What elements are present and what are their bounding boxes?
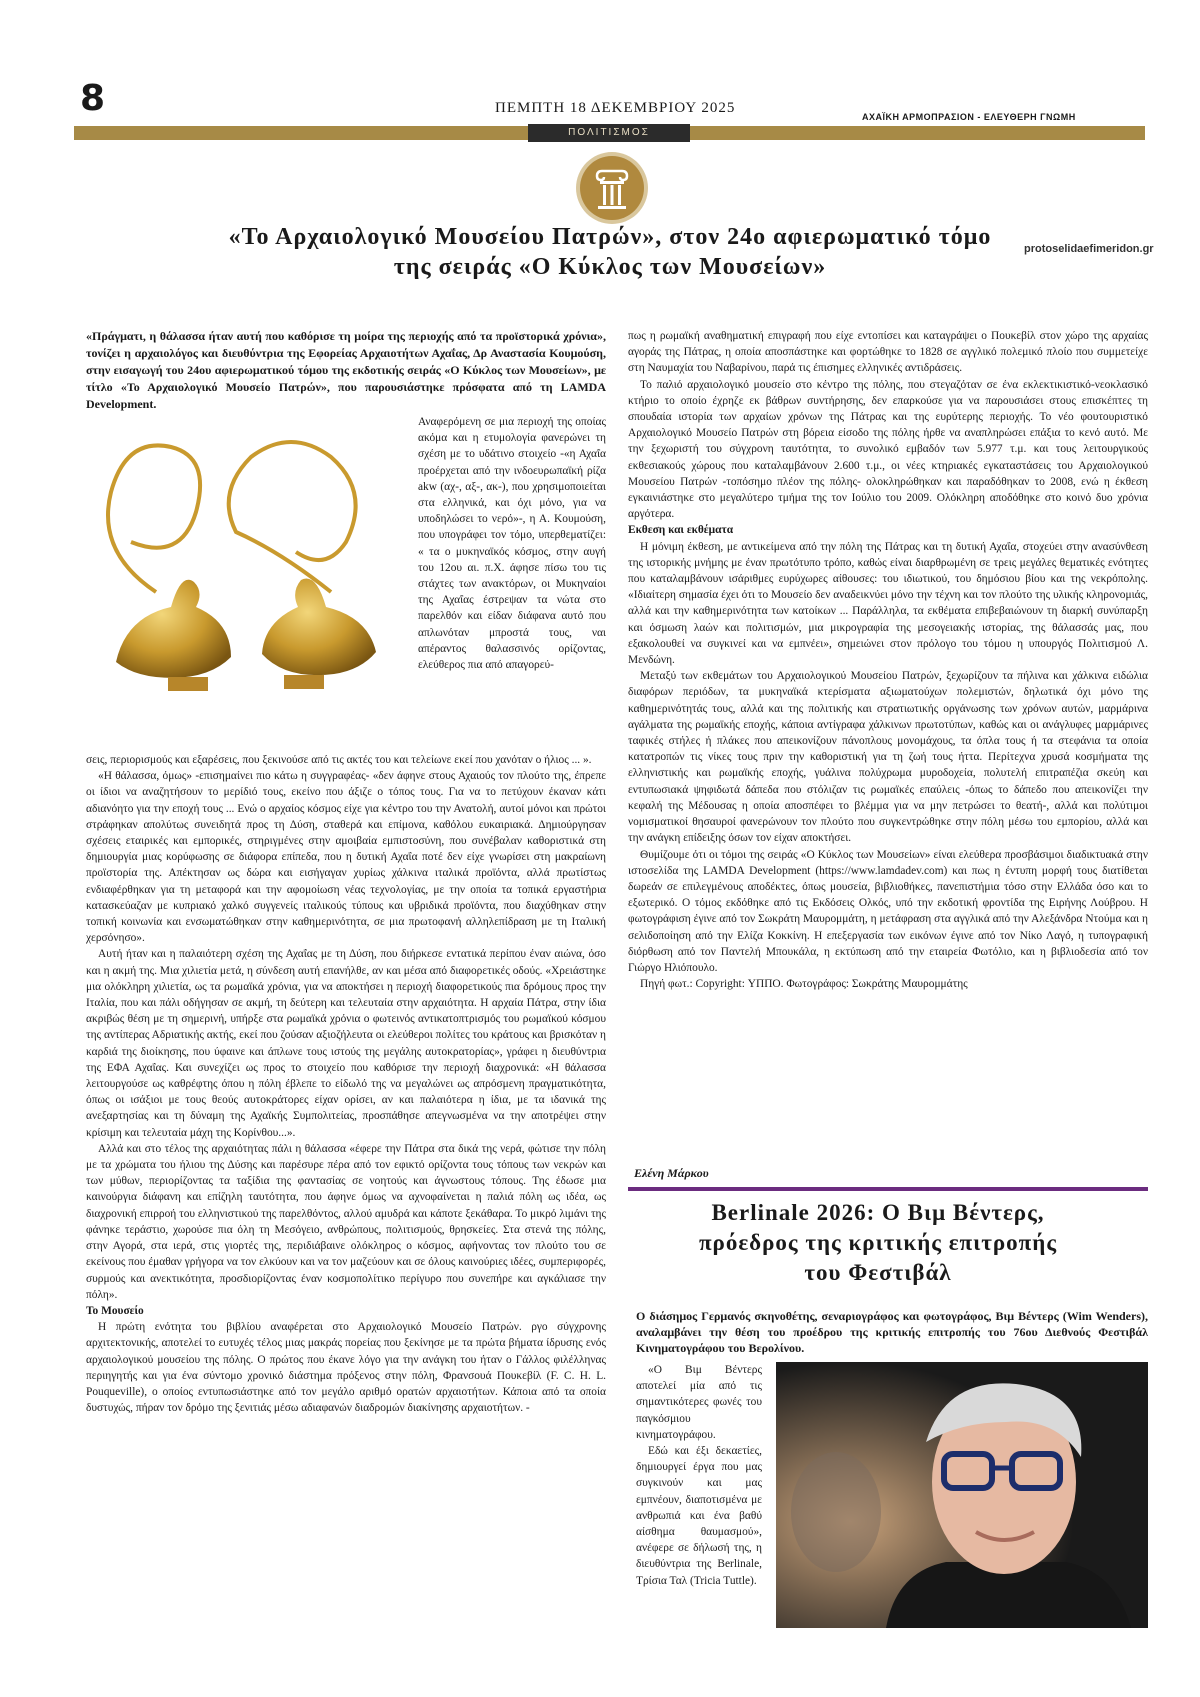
article-right-column <box>628 328 1148 992</box>
article-headline <box>150 222 1070 282</box>
gold-earrings-photo <box>86 432 406 722</box>
article-paragraph: Μεταξύ των εκθεμάτων του Αρχαιολογικού Μουσείου Πατρών, ξεχωρίζουν τα πήλινα και χάλκινα ειδώλια διαφόρων περιόδων, τα μυκηναϊκά κτερίσματα αξιωματούχων πολεμιστών, δηλωτικά όχι μόνο της καθημερινότητάς τους, αλλά και της πολιτικής και στρατιωτικής οργάνωσης των χρόνων αυτών, μαρμάρινα αγάλματα της ρωμαϊκής εποχής, κάποια αντίγραφα χάλκινων πρωτοτύπων, καθώς και οι ανάγλυφες μαρμάρινες ταφικές στήλες ή πλάκες που απεικονίζουν πάνοπλους μονομάχους, τα όπλα τους ή τα στεφάνια τα οποία κατατροπών τις νίκες τους πριν την καθοριστική για τη ζωή τους ήττα. Περίτεχνα χρυσά κοσμήματα της ελληνιστικής και ρωμαϊκής εποχής, γυάλινα πολύχρωμα μυροδοχεία, πολυτελή επιτραπέζια σκεύη και εντυπωσιακά ψηφιδωτά δάπεδα που στόλιζαν τις ρωμαϊκές επαύλεις -όπως το δάπεδο που απεικονίζει την κεφαλή της Μέδουσας η οποία αποσπέφει το βλέμμα για να μην πετρώσει το θεατή-, αλλά και πολύτιμοι νομισματικοί θησαυροί φανερώνουν τον πλούτο που συγκεντρώθηκε στην πόλη μέσω του εμπορίου, αλλά και την ανάγκη επίδειξης όσων τον είχαν αποκτήσει. <box>628 670 1148 845</box>
article-author: Ελένη Μάρκου <box>634 1166 709 1180</box>
article-lead: «Πράγματι, η θάλασσα ήταν αυτή που καθόρισε τη μοίρα της περιοχής από τα προϊστορικά χρόνια», τονίζει η αρχαιολόγος και διευθύντρια της Εφορείας Αρχαιοτήτων Αχαΐας, Δρ Αναστασία Κουμούση, στην εισαγωγή του 24ου αφιερωματικού τόμου της εκδοτικής σειράς «Ο Κύκλος των Μουσείων», με τίτλο «Το Αρχαιολογικό Μουσείο Πατρών», που παρουσιάστηκε πρόσφατα από τη LAMDA Development. <box>86 329 606 411</box>
date-line: ΠΕΜΠΤΗ 18 ΔΕΚΕΜΒΡΙΟΥ 2025 <box>495 100 736 116</box>
berlinale-headline <box>628 1198 1128 1288</box>
article-paragraph: «Η θάλασσα, όμως» -επισημαίνει πιο κάτω η συγγραφέας- «δεν άφηνε στους Αχαιούς τον πλούτο της, έπρεπε οι ίδιοι να αναζητήσουν το μερίδιό τους, εκείνο που άξιζε ο τόπος τους. Για να το πετύχουν έκαναν κάτι αδιανόητο για την εποχή τους ... Ενώ ο αρχαίος κόσμος είχε για κέντρο του την Ανατολή, αυτοί μόνοι και πρώτοι στράφηκαν απολύτως συνειδητά προς τη Δύση, σταθερά και επίμονα, καθόλου ευκαιριακά. Δημιούργησαν σχέσεις εταιρικές και εμπορικές, στηριγμένες στην αμοιβαία εμπιστοσύνη, που συνέβαλαν καθοριστικά στη δημιουργία μιας κορύφωσης σε διάφορα επίπεδα, που η δυτική Αχαΐα ποτέ δεν είχε γνωρίσει στη μακραίωνη προϊστορία της. Απέκτησαν ως δώρα και εισήγαγαν χυρίως χάλκινα ιταλικά προϊόντα, αλλά πρωτίστως ενδιαφέρθηκαν για τη μεταφορά και την αφομοίωση νέας τεχνολογίας, με την οποία τα τοπικά εργαστήρια κατασκεύαζαν με κυπριακό χαλκό συγγενείς ιταλικούς τύπους και υβριδικά προϊόντα, που διαχύθηκαν στην τοπική κοινωνία και ενσωματώθηκαν στην καθημερινότητα, σε μια πρωτοφανή αλληλεπίδραση με τη Ιταλική χερσόνησο». <box>86 770 606 945</box>
berlinale-paragraph: «Ο Βιμ Βέντερς αποτελεί μία από τις σημαντικότερες φωνές του παγκόσμιου κινηματογράφου. <box>636 1364 762 1441</box>
article-paragraph: Το παλιό αρχαιολογικό μουσείο στο κέντρο της πόλης, που στεγαζόταν σε ένα εκλεκτικιστικό-νεοκλασικό κτήριο το οποίο έχρηζε εκ βάθρων συντήρησης, δεν επαρκούσε για να παρουσιάσει στους επισκέπτες τη σπουδαία ιστορία των αρχαίων χρόνων της Πάτρας και της ευρύτερης περιοχής. Το νέο φουτουριστικό Αρχαιολογικό Μουσείο Πατρών στη βόρεια είσοδο της πόλης ήρθε να αναπληρώσει επάξια το κενό αυτό. Με την ξεχωριστή του σύγχρονη ταυτότητα, το συνολικό εμβαδόν των 5.977 τ.μ. και τους λειτουργικούς εκθεσιακούς χώρους που καταλαμβάνουν 2.600 τ.μ., οι νέες κτηριακές εγκαταστάσεις του Αρχαιολογικού Μουσείου Πατρών -τοπόσημο πλέον της πόλης- ολοκληρώθηκαν και παραδόθηκαν το 2008, ενώ η έκθεση εγκαινιάστηκε στο μεγαλύτερο τμήμα της τον Ιούλιο του 2009. Ολόκληρη αποδόθηκε στο κοινό δυο χρόνια αργότερα. <box>628 378 1148 521</box>
page-number: 8 <box>80 78 106 119</box>
berlinale-title-line-2: πρόεδρος της κριτικής επιτροπής <box>698 1230 1058 1255</box>
berlinale-body <box>636 1362 762 1589</box>
section-tab: ΠΟΛΙΤΙΣΜΟΣ <box>528 124 690 142</box>
photo-credit: Πηγή φωτ.: Copyright: ΥΠΠΟ. Φωτογράφος: Σωκράτης Μαυρομμάτης <box>640 978 968 991</box>
headline-line-1: «Το Αρχαιολογικό Μουσείου Πατρών», στον 24ο αφιερωματικό τόμο <box>228 224 992 250</box>
article-paragraph: σεις, περιορισμούς και εξαρέσεις, που ξεκινούσε από τις ακτές του και τελείωνε εκεί που χανόταν ο ήλιος ... ». <box>86 754 592 766</box>
ionic-column-icon <box>580 156 644 220</box>
berlinale-lead: Ο διάσημος Γερμανός σκηνοθέτης, σεναριογράφος και φωτογράφος, Βιμ Βέντερς (Wim Wenders), αναλαμβάνει την θέση του προέδρου της κριτικής επιτροπής του 76ου Διεθνούς Φεστιβάλ Κινηματογράφου του Βερολίνου. <box>636 1309 1148 1355</box>
article-divider <box>628 1187 1148 1191</box>
article-wrap-text: Αναφερόμενη σε μια περιοχή της οποίας ακόμα και η ετυμολογία φανερώνει τη σχέση με το υδάτινο στοιχείο -«η Αχαΐα προέρχεται από την ινδοευρωπαϊκή ρίζα akw (αχ-, αξ-, ακ-), που χρησιμοποιείται στα ελληνικά, και όχι μόνο, για να υποδηλώσει το νερό»-, η Α. Κουμούση, που υπογράφει τον τόμο, υπερθεματίζει: « τα ο μυκηναϊκός κόσμος, στην αυγή του 12ου αι. π.Χ. άφησε πίσω του τις στάχτες των ανακτόρων, οι Μυκηναίοι της Αχαΐας έστρεψαν τα νώτα στο παρελθόν και είδαν διάφανα αυτό που απλωνόταν μπροστά τους, ναι απέραντος θαλασσινός ορίζοντας, ελεύθερος πια από απαγορεύ- <box>418 416 606 672</box>
berlinale-paragraph: Εδώ και έξι δεκαετίες, δημιουργεί έργα που μας συγκινούν και μας εμπνέουν, διαποτισμένα με ανθρωπιά και ένα βαθύ αίσθημα θαυμασμού», ανέφερε σε δήλωσή της, η διευθύντρια της Berlinale, Τρίσια Ταλ (Tricia Tuttle). <box>636 1445 762 1587</box>
article-paragraph: Η πρώτη ενότητα του βιβλίου αναφέρεται στο Αρχαιολογικό Μουσείο Πατρών. ργο σύγχρονης αρχιτεκτονικής, αποτελεί το ευτυχές τέλος μιας μακράς πορείας που ξεκίνησε με τα πρώτα βήματα ίδρυσης ενός αρχαιολογικού μουσείου της πόλης. Ο πρώτος που έκανε λόγο για την ανάγκη του ήταν ο Γάλλος φιλέλληνας περιηγητής και για ένα σύντομο χρονικό διάστημα πρόξενος στην πόλη, Φρανσουά Πουκεβίλ (F. C. H. L. Pouqueville), ο οποίος εντυπωσιάστηκε από τον μεγάλο αριθμό ορατών αρχαιοτήτων. Κάποια από τα οποία δυστυχώς, πήραν τον δρόμο της ξενιτιάς μέσω αδιαφανών διαδρομών διακίνησης αρχαιοτήτων. - <box>86 1321 606 1415</box>
article-paragraph: Η μόνιμη έκθεση, με αντικείμενα από την πόλη της Πάτρας και τη δυτική Αχαΐα, στοχεύει στην ανασύνθεση της ιστορικής μνήμης με έναν πρωτότυπο τρόπο, καθώς είναι διαρθρωμένη σε τρεις μεγάλες θεματικές ενότητες που καταλαμβάνουν ισάριθμες ευρύχωρες αίθουσες: του ιδιωτικού, του δημόσιου βίου και της νεκρόπολης. «Ιδιαίτερη σημασία έχει ότι το Μουσείο δεν αναδεικνύει μόνο την τέχνη και τον πλούτο της υλικής κληρονομιάς, αλλά και την καθημερινότητα των κατοίκων ... Παράλληλα, τα εκθέματα επιβεβαιώνουν τη διαρκή συνύπαρξη και όσμωση λαών και πολιτισμών, μια μικρογραφία της μεσογειακής ιστορίας, της θάλασσάς μας, που εξακολουθεί να συγκινεί και να εμπνέει», σημειώνει στον πρόλογο του τόμου η υπουργός Πολιτισμού Λ. Μενδώνη. <box>628 540 1148 667</box>
article-paragraph: πως η ρωμαϊκή αναθηματική επιγραφή που είχε εντοπίσει και καταγράψει ο Πουκεβίλ στον χώρο της αρχαίας αγοράς της Πάτρας, η οποία αποσπάστηκε και φορτώθηκε το 1828 σε αγγλικό πολεμικό πλοίο που συμμετείχε στη Ναυμαχία του Ναβαρίνου, παρά τις έπισημες ελληνικές αντιδράσεις. <box>628 330 1148 375</box>
wenders-portrait-photo <box>776 1362 1148 1628</box>
headline-line-2: της σειράς «Ο Κύκλος των Μουσείων» <box>393 254 827 280</box>
article-paragraph: Θυμίζουμε ότι οι τόμοι της σειράς «Ο Κύκλος των Μουσείων» είναι ελεύθερα προσβάσιμοι διαδικτυακά στην ιστοσελίδα της LAMDA Development (https://www.lamdadev.com) και πως η έντυπη μορφή τους διατίθεται δωρεάν σε επιλεγμένους αποδέκτες, όπως μουσεία, βιβλιοθήκες, πανεπιστήμια τόσο στην Ελλάδα όσο και το εξωτερικό. Ο τόμος εκδόθηκε από τις Εκδόσεις Ολκός, υπό την εκδοτική φροντίδα της Ειρήνης Λούβρου. Η φωτογράφιση έγινε από τον Σωκράτη Μαυρομμάτη, η μετάφραση στα αγγλικά από την Αλεξάνδρα Ντούμα και η σελιδοποίηση από την Ελίζα Κοκκίνη. Η επεξεργασία των εικόνων έγινε από τον Νίκο Λαγό, η τυπογραφική διόρθωση από τον Παντελή Μπουκάλα, η εκτύπωση από την εταιρεία Φωτόλιο, και η βιβλιοδεσία από τον Γιώργο Ηλιόπουλο. <box>628 848 1148 974</box>
article-paragraph: Αυτή ήταν και η παλαιότερη σχέση της Αχαΐας με τη Δύση, που διήρκεσε εντατικά περίπου έναν αιώνα, όσο και η ακμή της. Μια χιλιετία μετά, η σύνδεση αυτή επανήλθε, αν και μέσα από διαφορετικές οδούς. «Χρειάστηκε μια ολόκληρη χιλιετία, ως τα ρωμαϊκά χρόνια, για να αποκτήσει η περιοχή διαφορετικούς πια δρόμους προς την Ιταλία, που και πάλι οδήγησαν σε ακμή, τη δεύτερη και τελευταία στην αρχαιότητα. Η αρχαία Πάτρα, στην ίδια ακριβώς θέση με τη σημερινή, υπήρξε στα ρωμαϊκά χρόνια ο φωτεινός αντικατοπτρισμός του ρωμαϊκού κόσμου της αντίπερας Αδριατικής ακτής, εκεί που ζούσαν αξιοζήλευτα οι ελεύθεροι πολίτες του κράτους και βρισκόταν η καρδιά της διοίκησης, που ύφαινε και άπλωνε τους ιστούς της μεγάλης αυτοκρατορίας», γράφει η διευθύντρια της ΕΦΑ Αχαΐας. Και συνεχίζει ως προς το στοιχείο που καθόρισε την περιοχή διαχρονικά: «Η θάλασσα λειτουργούσε ως καθρέφτης όπου η πόλη έβλεπε το είδωλό της να μεγαλώνει ως απρόσμενη πραγματικότητα, όπως οι ισάξιοι με τους θεούς αυτοκράτορες είχαν ορίσει, αν και παλαιότερα η ίδια, με τα ιδανικά της ανεξαρτησίας και τη δύναμη της Αχαϊκής Συμπολιτείας, προσπάθησε απεγνωσμένα να την αποτρέψει στην κρίσιμη και τελευταία μάχη της Κορίνθου...». <box>86 948 606 1139</box>
subheading-exhibits: Εκθεση και εκθέματα <box>628 524 734 537</box>
site-watermark: protoselidaefimeridon.gr <box>1024 243 1154 255</box>
berlinale-title-line-1: Berlinale 2026: Ο Βιμ Βέντερς, <box>711 1200 1045 1225</box>
article-paragraph: Αλλά και στο τέλος της αρχαιότητας πάλι η θάλασσα «έφερε την Πάτρα στα δικά της νερά, φώτισε την πόλη με τα χρώματα του ήλιου της Δύσης και παρέσυρε πέρα από τον εφικτό ορίζοντα τους τόπους των νεκρών και των μύθων, περιορίζοντας τα ταξίδια της φαντασίας σε νοητούς και άγνωστους τόπους. Της έδωσε μια καινούργια διάφανη και επίζηλη ταυτότητα, που άφηνε όμως να αχνοφαίνεται η παλιά πόλη ως ιδέα, ως διαχρονική επιρροή του ελληνιστικού της παρελθόντος, αλλού αμυδρά και κάποτε ξεκάθαρα. Το μικρό λιμάνι της φάνηκε τεράστιο, χωρούσε πια όλη τη Μεσόγειο, ανθρώπους, πολιτισμούς, θρησκείες. Στα στενά της πόλης, στην Αγορά, στα ιερά, στις γιορτές της, περιδιάβαινε ολόκληρος ο κόσμος, αφήνοντας τον πλούτο του σε εκείνους που έμαθαν γρήγορα να τον ελκύουν και να τον μαζεύουν και σε όλους καινούριες ιδέες, συμπεριφορές, συρμούς και ανεκτικότητα, προσδιορίζοντας έναν κοσμοπολίτικο περίγυρο που συνεπήρε και αγκάλιασε την πόλη». <box>86 1142 606 1301</box>
subheading-museum: Το Μουσείο <box>86 1304 144 1317</box>
masthead: ΑΧΑΪΚΗ ΑΡΜΟΠΡΑΣΙΟΝ - ΕΛΕΥΘΕΡΗ ΓΝΩΜΗ <box>862 112 1076 122</box>
berlinale-title-line-3: του Φεστιβάλ <box>804 1260 952 1285</box>
article-left-column <box>86 752 606 1416</box>
